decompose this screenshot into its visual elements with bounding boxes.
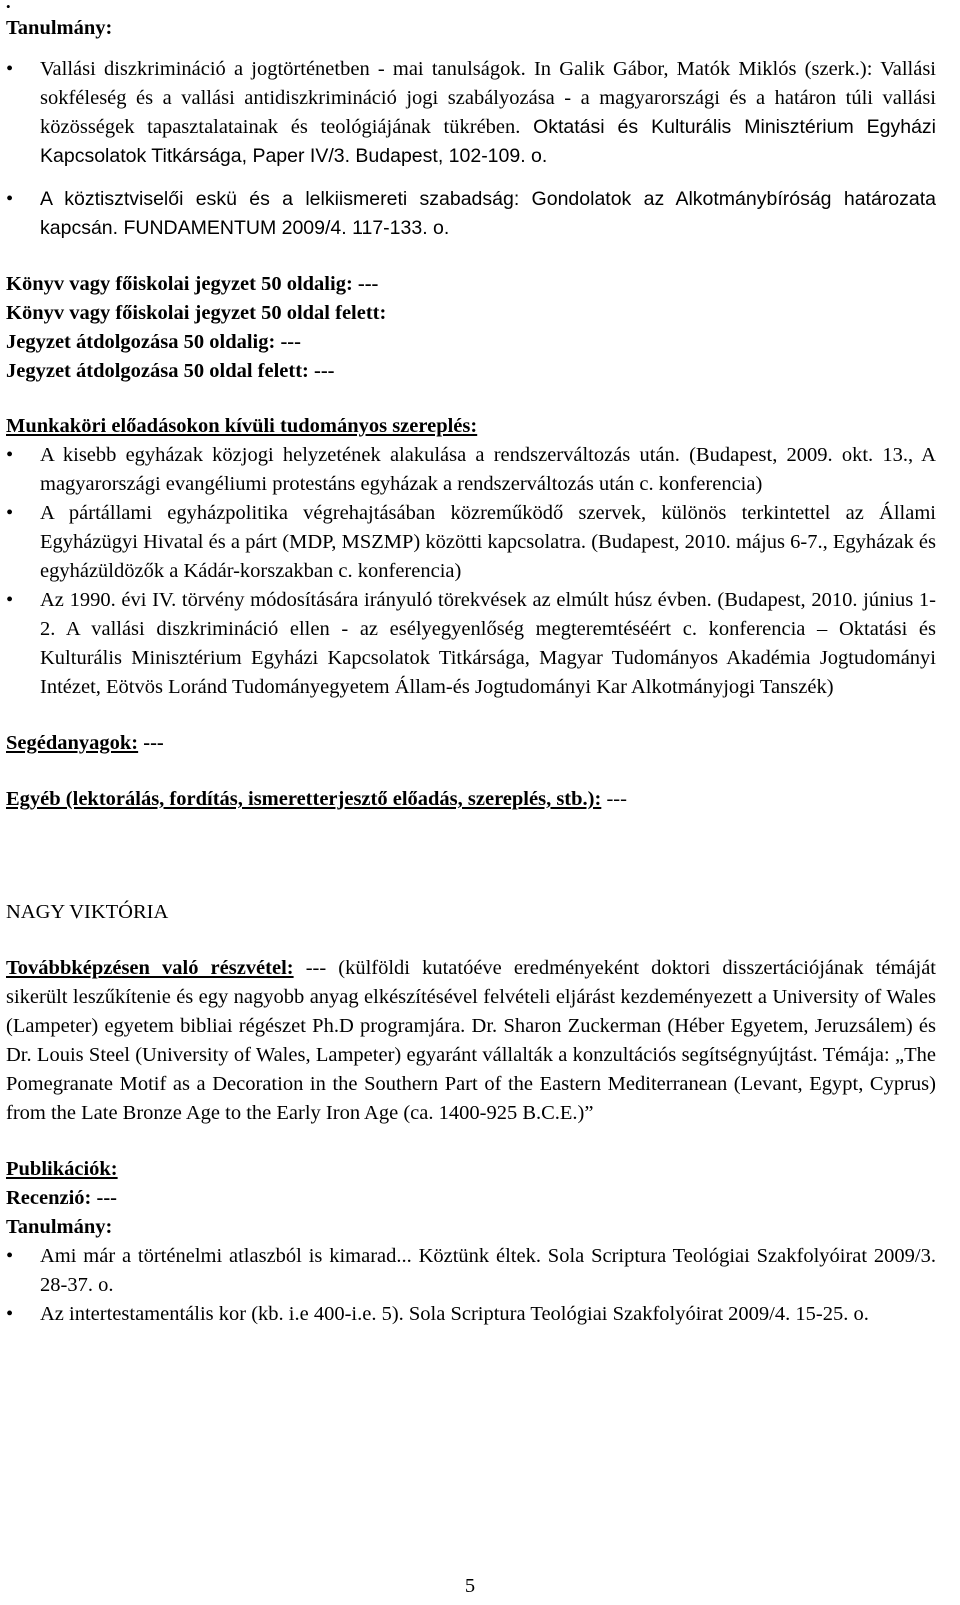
tanulmany-heading: Tanulmány: <box>6 17 113 39</box>
list-item: • Vallási diszkrimináció a jogtörténetben - mai tanulságok. In Galik Gábor, Matók Miklós (szerk.): Vallási sokféleség és a vallási antidiszkrimináció jogi szabályozása - a magyarországi és a határon túli vallási közösségek tapasztalatainak és teológiájának tükrében. Oktatási és Kulturális Minisztérium Egyházi Kapcsolatok Titkársága, Paper IV/3. Budapest, 102-109. o. <box>6 55 936 171</box>
munkakori-heading: Munkaköri előadásokon kívüli tudományos szereplés: <box>6 415 478 437</box>
bullet-icon: • <box>6 502 14 524</box>
bullet-icon: • <box>6 589 14 611</box>
document-page <box>6 0 936 1329</box>
tovabbkepzes-paragraph: Továbbképzésen való részvétel: --- (külföldi kutatóéve eredményeként doktori disszertációjának témáját sikerült leszűkítenie és egy nagyobb anyag elkészítésével felvételi eljárást kezdeményezett a University of Wales (Lampeter) egyetem bibliai régészet Ph.D programjára. Dr. Sharon Zuckerman (Héber Egyetem, Jeruzsálem) és Dr. Louis Steel (University of Wales, Lampeter) egyaránt vállalták a konzultációs segítségnyújtást. Témája: „The Pomegranate Motif as a Decoration in the Southern Part of the Eastern Mediterranean (Levant, Egypt, Cyprus) from the Late Bronze Age to the Early Iron Age (ca. 1400-925 B.C.E.)” <box>6 957 937 1124</box>
egyeb-line: Egyéb (lektorálás, fordítás, ismeretterjesztő előadás, szereplés, stb.): --- <box>6 788 627 810</box>
book-line: Könyv vagy főiskolai jegyzet 50 oldal felett: <box>6 302 387 324</box>
list-item: • A pártállami egyházpolitika végrehajtásában közreműködő szervek, különös terkintettel az Állami Egyházügyi Hivatal és a párt (MDP, MSZMP) közötti kapcsolatra. (Budapest, 2010. május 6-7., Egyházak és egyházüldözők a Kádár-korszakban c. konferencia) <box>6 499 936 586</box>
top-bullet: • <box>6 0 11 14</box>
book-line: Jegyzet átdolgozása 50 oldalig: --- <box>6 331 301 353</box>
munkakori-list <box>6 441 936 702</box>
book-line: Jegyzet átdolgozása 50 oldal felett: --- <box>6 360 335 382</box>
book-line: Könyv vagy főiskolai jegyzet 50 oldalig: --- <box>6 273 379 295</box>
list-item: • Ami már a történelmi atlaszból is kimarad... Köztünk éltek. Sola Scriptura Teológiai Szakfolyóirat 2009/3. 28-37. o. <box>6 1242 936 1300</box>
list-item: • A köztisztviselői eskü és a lelkiismereti szabadság: Gondolatok az Alkotmánybíróság határozata kapcsán. FUNDAMENTUM 2009/4. 117-133. o. <box>6 185 936 243</box>
bullet-icon: • <box>6 1303 14 1325</box>
book-notes <box>6 270 936 386</box>
person-name: NAGY VIKTÓRIA <box>6 901 169 923</box>
tanulmany-heading-2: Tanulmány: <box>6 1216 113 1238</box>
page-number: 5 <box>464 1575 476 1597</box>
publikaciok-heading: Publikációk: <box>6 1158 118 1180</box>
bullet-icon: • <box>6 188 14 210</box>
tanulmany-list <box>6 55 936 243</box>
list-item: • Az 1990. évi IV. törvény módosítására irányuló törekvések az elmúlt húsz évben. (Budapest, 2010. június 1-2. A vallási diszkrimináció ellen - az esélyegyenlőség megteremtéséért c. konferencia – Oktatási és Kulturális Minisztérium Egyházi Kapcsolatok Titkársága, Magyar Tudományos Akadémia Jogtudományi Intézet, Eötvös Loránd Tudományegyetem Állam-és Jogtudományi Kar Alkotmányjogi Tanszék) <box>6 586 936 702</box>
bullet-icon: • <box>6 444 14 466</box>
list-item: • Az intertestamentális kor (kb. i.e 400-i.e. 5). Sola Scriptura Teológiai Szakfolyóirat 2009/4. 15-25. o. <box>6 1300 936 1329</box>
bullet-icon: • <box>6 1245 14 1267</box>
recenzio-line: Recenzió: --- <box>6 1187 117 1209</box>
segedanyagok-line: Segédanyagok: --- <box>6 732 164 754</box>
publikaciok-list <box>6 1242 936 1329</box>
bullet-icon: • <box>6 58 14 80</box>
list-item: • A kisebb egyházak közjogi helyzetének alakulása a rendszerváltozás után. (Budapest, 2009. okt. 13., A magyarországi evangéliumi protestáns egyházak a rendszerváltozás után c. konferencia) <box>6 441 936 499</box>
